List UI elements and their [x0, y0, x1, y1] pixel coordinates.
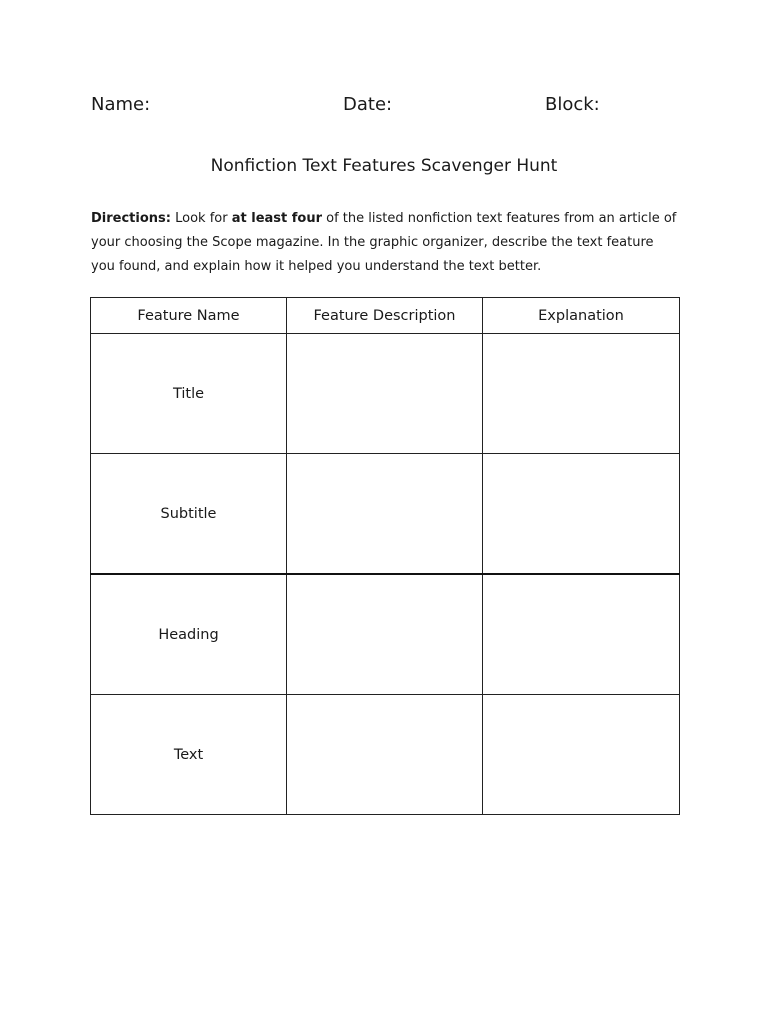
column-header-explanation: Explanation — [483, 298, 680, 334]
table-row — [91, 454, 680, 575]
explanation-cell[interactable] — [483, 574, 680, 695]
table-row — [91, 334, 680, 454]
feature-name-cell: Subtitle — [91, 454, 287, 575]
graphic-organizer-table — [90, 297, 680, 815]
column-header-feature-name: Feature Name — [91, 298, 287, 334]
directions-label: Directions: — [91, 211, 171, 226]
directions-emphasis: at least four — [231, 211, 323, 226]
feature-description-cell[interactable] — [287, 695, 483, 815]
directions-paragraph — [91, 207, 681, 279]
table-row — [91, 695, 680, 815]
feature-name-cell: Text — [91, 695, 287, 815]
header-fields — [0, 94, 768, 120]
column-header-feature-description: Feature Description — [287, 298, 483, 334]
feature-description-cell[interactable] — [287, 334, 483, 454]
feature-description-cell[interactable] — [287, 574, 483, 695]
explanation-cell[interactable] — [483, 695, 680, 815]
table-header-row — [91, 298, 680, 334]
explanation-cell[interactable] — [483, 334, 680, 454]
name-label: Name: — [91, 94, 151, 115]
directions-text-2: of the listed nonfiction text features from an article of your choosing the Scope magazine. In the graphic organizer, describe the text feature you found, and explain how it helped you understand the text better. — [91, 211, 677, 274]
feature-name-cell: Heading — [91, 574, 287, 695]
worksheet-title: Nonfiction Text Features Scavenger Hunt — [210, 156, 558, 176]
explanation-cell[interactable] — [483, 454, 680, 575]
feature-description-cell[interactable] — [287, 454, 483, 575]
block-label: Block: — [545, 94, 600, 115]
feature-name-cell: Title — [91, 334, 287, 454]
date-label: Date: — [343, 94, 393, 115]
directions-text-1: Look for — [170, 211, 232, 226]
table-row — [91, 574, 680, 695]
